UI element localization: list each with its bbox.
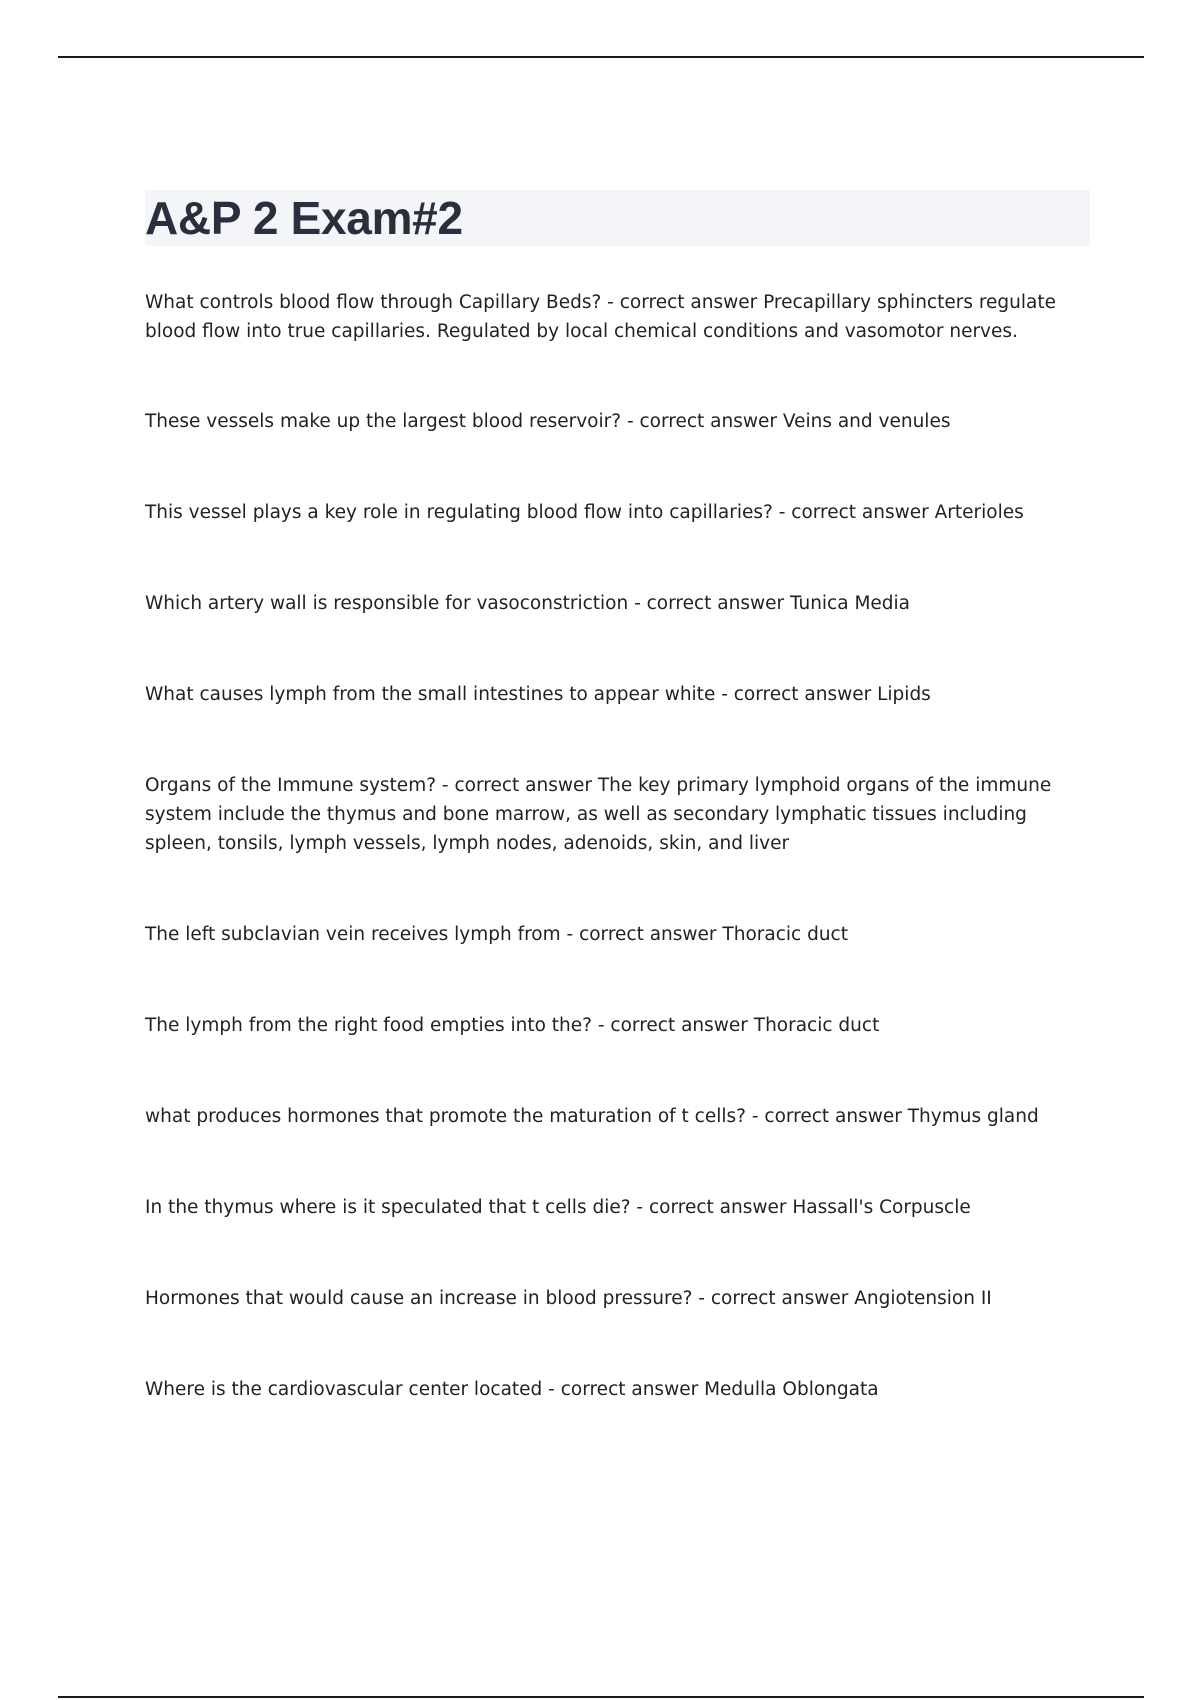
qa-item: Which artery wall is responsible for vasoconstriction - correct answer Tunica Media <box>145 593 911 614</box>
qa-item: In the thymus where is it speculated that t cells die? - correct answer Hassall's Corpuscle <box>145 1197 971 1218</box>
qa-item: Hormones that would cause an increase in blood pressure? - correct answer Angiotension II <box>145 1288 992 1309</box>
top-rule <box>58 56 1144 58</box>
qa-item: The lymph from the right food empties into the? - correct answer Thoracic duct <box>145 1015 880 1036</box>
qa-item: The left subclavian vein receives lymph from - correct answer Thoracic duct <box>145 924 848 945</box>
bottom-rule <box>58 1696 1144 1698</box>
qa-item: Organs of the Immune system? - correct answer The key primary lymphoid organs of the immune system include the thymus and bone marrow, as well as secondary lymphatic tissues including spleen, tonsils, lymph vessels, lymph nodes, adenoids, skin, and liver <box>145 775 1052 854</box>
document-title: A&P 2 Exam#2 <box>145 192 463 244</box>
qa-item: Where is the cardiovascular center located - correct answer Medulla Oblongata <box>145 1379 879 1400</box>
qa-item: what produces hormones that promote the maturation of t cells? - correct answer Thymus gland <box>145 1106 1039 1127</box>
qa-item: What causes lymph from the small intestines to appear white - correct answer Lipids <box>145 684 931 705</box>
qa-item: These vessels make up the largest blood reservoir? - correct answer Veins and venules <box>145 411 951 432</box>
qa-item: This vessel plays a key role in regulating blood flow into capillaries? - correct answer Arterioles <box>145 502 1024 523</box>
qa-item: What controls blood flow through Capillary Beds? - correct answer Precapillary sphincters regulate blood flow into true capillaries. Regulated by local chemical conditions and vasomotor nerves. <box>145 292 1057 342</box>
